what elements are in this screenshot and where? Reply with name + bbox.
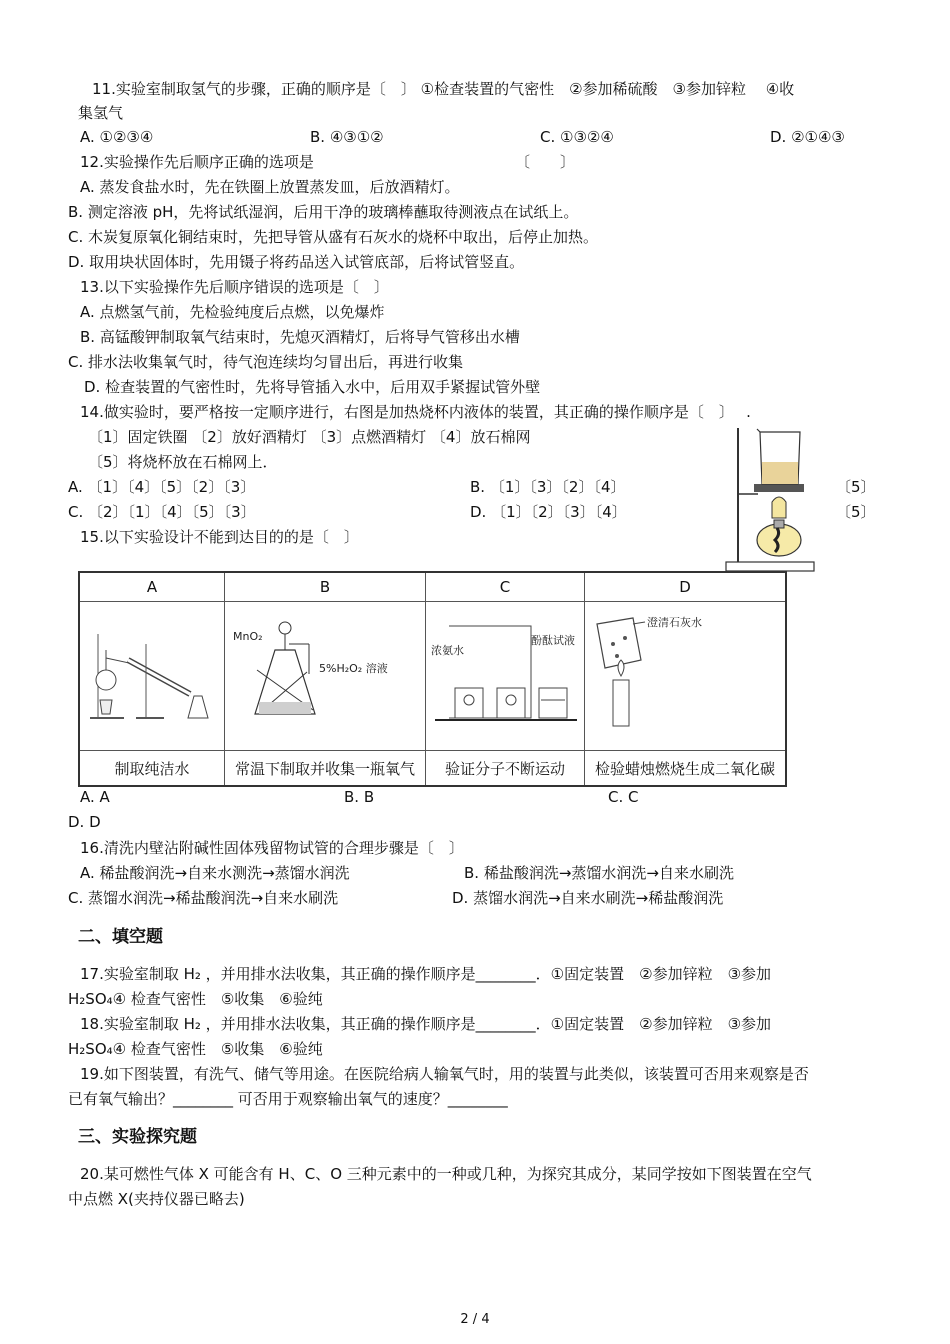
q16-option-b: B. 稀盐酸润洗→蒸馏水润洗→自来水刷洗 xyxy=(464,864,734,882)
q14-option-b: B. 〔1〕〔3〕〔2〕〔4〕 xyxy=(470,478,626,496)
section-heading-fill-in: 二、填空题 xyxy=(78,927,163,947)
q14-steps-2: 〔5〕将烧杯放在石棉网上． xyxy=(88,453,278,471)
q13-stem: 13.以下实验操作先后顺序错误的选项是〔 〕 xyxy=(80,278,389,296)
q14-stem: 14.做实验时，要严格按一定顺序进行，右图是加热烧杯内液体的装置，其正确的操作顺序是〔 〕 . xyxy=(80,403,751,421)
q14-option-a: A. 〔1〕〔4〕〔5〕〔2〕〔3〕 xyxy=(68,478,256,496)
q12-option-a: A. 蒸发食盐水时，先在铁圈上放置蒸发皿，后放酒精灯。 xyxy=(80,178,460,196)
q15-option-c: C. C xyxy=(608,788,639,806)
distillation-apparatus-figure xyxy=(84,614,220,734)
q13-option-d: D. 检查装置的气密性时，先将导管插入水中，后用双手紧握试管外壁 xyxy=(84,378,541,396)
q14-option-b-tail: 〔5〕 xyxy=(836,478,876,496)
label-phenolphthalein: 酚酞试液 xyxy=(531,634,575,647)
q19-stem: 19.如下图装置，有洗气、储气等用途。在医院给病人输氧气时，用的装置与此类似，该装置可否用来观察是否 xyxy=(80,1065,809,1083)
figure-cell-c xyxy=(426,602,585,751)
figure-cell-d xyxy=(585,602,787,751)
q11-option-a: A. ①②③④ xyxy=(80,128,154,146)
q16-option-d: D. 蒸馏水润洗→自来水刷洗→稀盐酸润洗 xyxy=(452,889,724,907)
q11-option-b: B. ④③①② xyxy=(310,128,384,146)
q18-stem-cont: H₂SO₄④ 检查气密性 ⑤收集 ⑥验纯 xyxy=(68,1040,323,1058)
q13-option-a: A. 点燃氢气前，先检验纯度后点燃，以免爆炸 xyxy=(80,303,385,321)
section-heading-experiment: 三、实验探究题 xyxy=(78,1127,197,1147)
q12-option-c: C. 木炭复原氧化铜结束时，先把导管从盛有石灰水的烧杯中取出，后停止加热。 xyxy=(68,228,599,246)
q19-stem-cont: 已有氧气输出？________ 可否用于观察输出氧气的速度？________ xyxy=(68,1090,508,1108)
table-header-b: B xyxy=(225,572,426,602)
label-mno2: MnO₂ xyxy=(233,630,263,643)
table-caption-c: 验证分子不断运动 xyxy=(426,751,585,787)
table-caption-a: 制取纯洁水 xyxy=(79,751,225,787)
q11-option-d: D. ②①④③ xyxy=(770,128,845,146)
q13-option-b: B. 高锰酸钾制取氧气结束时，先熄灭酒精灯，后将导气管移出水槽 xyxy=(80,328,520,346)
q17-stem-cont: H₂SO₄④ 检查气密性 ⑤收集 ⑥验纯 xyxy=(68,990,323,1008)
label-limewater: 澄清石灰水 xyxy=(647,616,702,629)
q12-option-d: D. 取用块状固体时，先用镊子将药品送入试管底部，后将试管竖直。 xyxy=(68,253,525,271)
figure-cell-a xyxy=(79,602,225,751)
q14-option-d: D. 〔1〕〔2〕〔3〕〔4〕 xyxy=(470,503,627,521)
q17-stem: 17.实验室制取 H₂ ，并用排水法收集，其正确的操作顺序是________．①固定装置 ②参加锌粒 ③参加 xyxy=(80,965,772,983)
q14-steps-1: 〔1〕固定铁圈 〔2〕放好酒精灯 〔3〕点燃酒精灯 〔4〕放石棉网 xyxy=(88,428,531,446)
label-h2o2: 5%H₂O₂ 溶液 xyxy=(319,662,388,675)
q20-stem-cont: 中点燃 X(夹持仪器已略去) xyxy=(68,1190,245,1208)
q18-stem: 18.实验室制取 H₂ ，并用排水法收集，其正确的操作顺序是________．①固定装置 ②参加锌粒 ③参加 xyxy=(80,1015,772,1033)
table-header-a: A xyxy=(79,572,225,602)
q16-option-c: C. 蒸馏水润洗→稀盐酸润洗→自来水刷洗 xyxy=(68,889,339,907)
q11-stem-cont: 集氢气 xyxy=(78,104,124,122)
q12-option-b: B. 测定溶液 pH，先将试纸湿润，后用干净的玻璃棒蘸取待测液点在试纸上。 xyxy=(68,203,579,221)
q11-stem: 11.实验室制取氢气的步骤，正确的顺序是〔 〕 ①检查装置的气密性 ②参加稀硫酸 ③参加锌粒 ④收 xyxy=(92,80,795,98)
table-caption-d: 检验蜡烛燃烧生成二氧化碳 xyxy=(585,751,787,787)
table-header-d: D xyxy=(585,572,787,602)
q12-stem: 12.实验操作先后顺序正确的选项是 xyxy=(80,153,314,171)
q15-option-b: B. B xyxy=(344,788,375,806)
q20-stem: 20.某可燃性气体 X 可能含有 H、C、O 三种元素中的一种或几种，为探究其成分，某同学按如下图装置在空气 xyxy=(80,1165,812,1183)
oxygen-generation-figure xyxy=(227,610,423,738)
q15-option-d: D. D xyxy=(68,813,101,831)
page-number: 2 / 4 xyxy=(460,1312,490,1327)
experiment-table xyxy=(78,571,787,787)
table-caption-b: 常温下制取并收集一瓶氧气 xyxy=(225,751,426,787)
q13-option-c: C. 排水法收集氧气时，待气泡连续均匀冒出后，再进行收集 xyxy=(68,353,464,371)
table-header-c: C xyxy=(426,572,585,602)
q15-stem: 15.以下实验设计不能到达目的的是〔 〕 xyxy=(80,528,359,546)
beaker-heating-figure xyxy=(722,422,818,574)
q14-option-c: C. 〔2〕〔1〕〔4〕〔5〕〔3〕 xyxy=(68,503,256,521)
molecule-diffusion-figure xyxy=(427,614,583,734)
q16-option-a: A. 稀盐酸润洗→自来水测洗→蒸馏水润洗 xyxy=(80,864,350,882)
q16-stem: 16.清洗内壁沾附碱性固体残留物试管的合理步骤是〔 〕 xyxy=(80,839,464,857)
figure-cell-b xyxy=(225,602,426,751)
q11-option-c: C. ①③②④ xyxy=(540,128,614,146)
candle-limewater-figure xyxy=(587,610,783,738)
q14-option-d-tail: 〔5〕 xyxy=(836,503,876,521)
q12-answer-paren: 〔 〕 xyxy=(515,153,576,171)
q15-option-a: A. A xyxy=(80,788,110,806)
label-ammonia: 浓氨水 xyxy=(431,644,464,657)
